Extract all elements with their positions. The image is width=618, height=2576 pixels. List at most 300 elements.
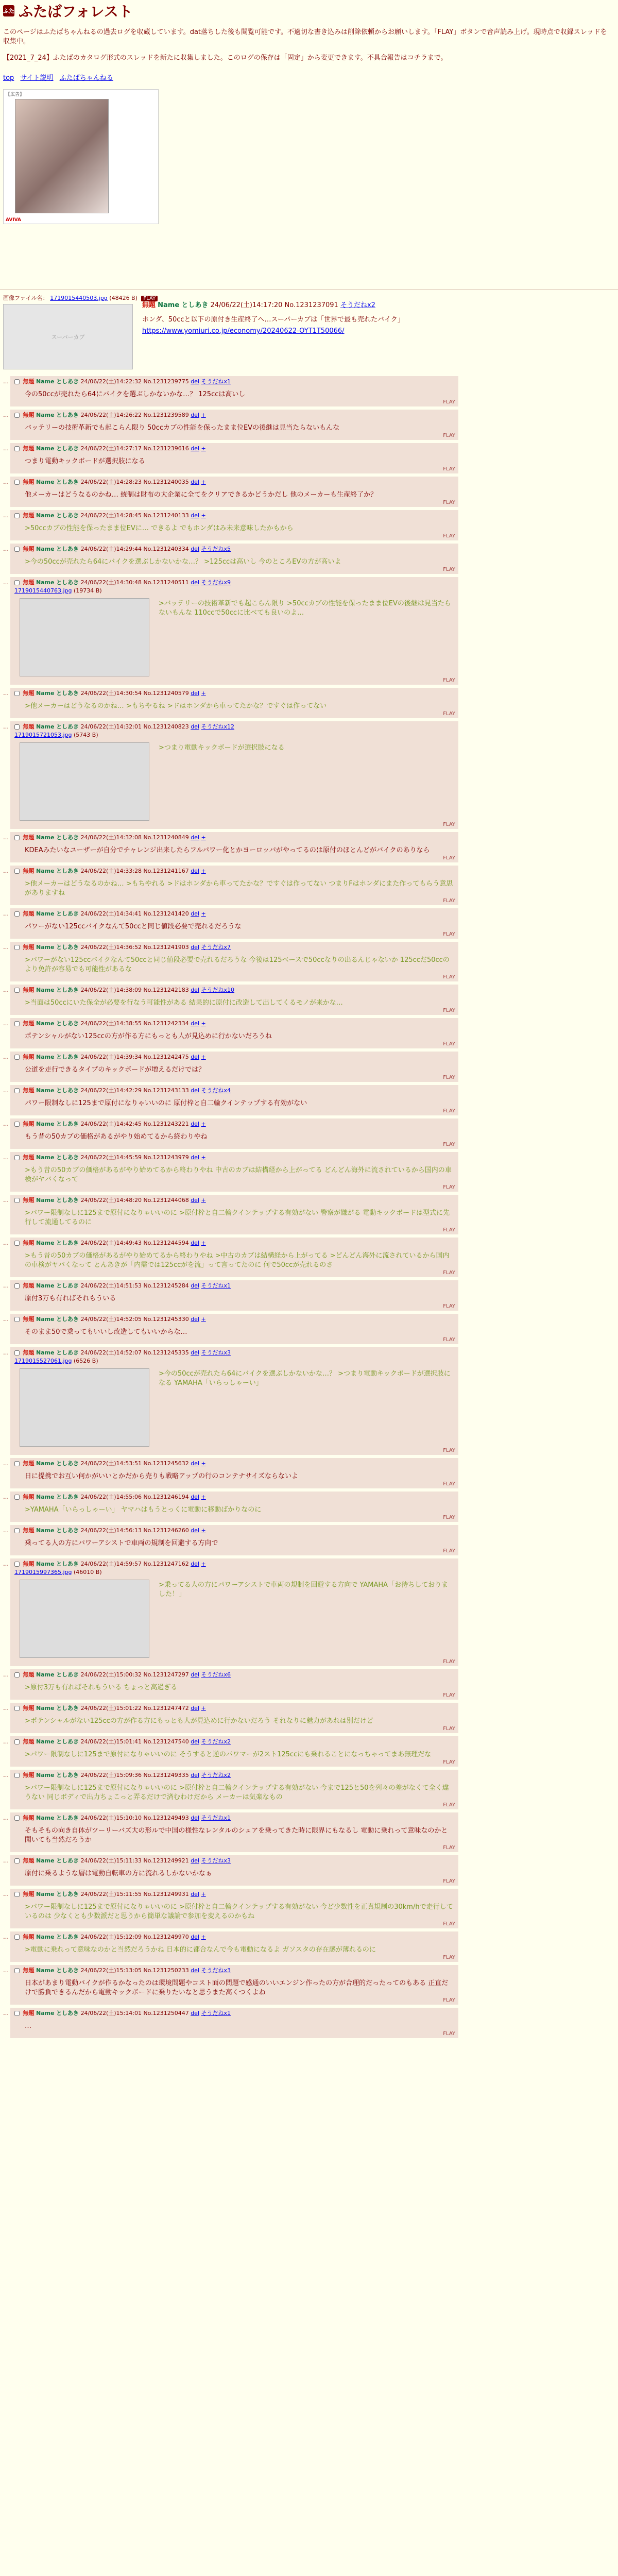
reply-header — [14, 1239, 454, 1247]
delete-checkbox[interactable] — [14, 1198, 20, 1203]
delete-checkbox[interactable] — [14, 1773, 20, 1778]
delete-checkbox[interactable] — [14, 1122, 20, 1127]
reply-play-button[interactable]: FLAY — [443, 1759, 455, 1765]
post-title: 無題 — [23, 1240, 35, 1246]
post-number[interactable]: No.1231245330 — [143, 1316, 189, 1323]
reply-box — [10, 1018, 458, 1048]
reply-play-button[interactable]: FLAY — [443, 1041, 455, 1047]
post-number[interactable]: No.1231242334 — [143, 1020, 189, 1027]
post-number[interactable]: No.1231247472 — [143, 1705, 189, 1711]
reply-play-button[interactable]: FLAY — [443, 1878, 455, 1884]
post-number[interactable]: No.1231249335 — [143, 1772, 189, 1778]
reply-play-button[interactable]: FLAY — [443, 822, 455, 827]
reply-play-button[interactable]: FLAY — [443, 1270, 455, 1276]
reply-play-button[interactable]: FLAY — [443, 500, 455, 505]
reply-play-button[interactable]: FLAY — [443, 677, 455, 683]
delete-checkbox[interactable] — [14, 1858, 20, 1863]
del-link[interactable]: del — [191, 1054, 200, 1060]
reply-post — [3, 688, 611, 718]
reply-header — [14, 411, 454, 419]
post-number[interactable]: No.1231237091 — [284, 301, 338, 309]
post-name: Name — [36, 944, 55, 951]
post-title: 無題 — [23, 445, 35, 452]
reply-header — [14, 545, 454, 553]
post-title: 無題 — [23, 1121, 35, 1127]
post-date: 24/06/22(土)15:13:05 — [80, 1967, 142, 1974]
sodane-button[interactable]: そうだねx6 — [201, 1671, 231, 1678]
post-name: Name — [36, 579, 55, 586]
reply-box — [10, 832, 458, 862]
del-link[interactable]: del — [191, 1349, 200, 1356]
sodane-button[interactable]: そうだねx12 — [201, 723, 235, 730]
post-number[interactable]: No.1231240849 — [143, 834, 189, 841]
delete-checkbox[interactable] — [14, 413, 20, 418]
reply-marker: … — [3, 445, 9, 452]
del-link[interactable]: del — [191, 987, 200, 993]
reply-marker: … — [3, 1967, 9, 1974]
delete-checkbox[interactable] — [14, 1088, 20, 1093]
sodane-button[interactable]: そうだねx5 — [201, 546, 231, 552]
post-id: としあき — [56, 1857, 79, 1864]
sodane-button[interactable]: そうだねx3 — [201, 1857, 231, 1864]
post-number[interactable]: No.1231246260 — [143, 1527, 189, 1534]
post-number[interactable]: No.1231246194 — [143, 1494, 189, 1500]
play-button[interactable]: FLAY — [141, 296, 158, 301]
reply-play-button[interactable]: FLAY — [443, 1303, 455, 1309]
delete-checkbox[interactable] — [14, 1706, 20, 1711]
nav-about-link[interactable]: サイト説明 — [20, 74, 54, 82]
delete-checkbox[interactable] — [14, 1155, 20, 1160]
reply-marker: … — [3, 723, 9, 730]
del-link[interactable]: del — [191, 1561, 200, 1567]
sodane-button[interactable]: そうだねx9 — [201, 579, 231, 586]
del-link[interactable]: del — [191, 1934, 200, 1940]
reply-play-button[interactable]: FLAY — [443, 399, 455, 405]
del-link[interactable]: del — [191, 1121, 200, 1127]
del-link[interactable]: del — [191, 690, 200, 697]
post-title: 無題 — [23, 1815, 35, 1821]
reply-post — [3, 1703, 611, 1733]
sodane-button[interactable]: そうだねx4 — [201, 1087, 231, 1094]
reply-marker: … — [3, 1815, 9, 1821]
reply-play-button[interactable]: FLAY — [443, 974, 455, 980]
post-title: 無題 — [23, 1316, 35, 1323]
reply-play-button[interactable]: FLAY — [443, 1802, 455, 1808]
post-name: Name — [36, 834, 55, 841]
reply-post — [3, 1965, 611, 2005]
reply-play-button[interactable]: FLAY — [443, 1515, 455, 1520]
reply-header — [14, 445, 454, 453]
post-number[interactable]: No.1231245632 — [143, 1460, 189, 1467]
post-title: 無題 — [23, 944, 35, 951]
delete-checkbox[interactable] — [14, 1461, 20, 1466]
reply-play-button[interactable]: FLAY — [443, 1921, 455, 1927]
reply-post — [3, 1492, 611, 1522]
post-id: としあき — [56, 1891, 79, 1897]
reply-file-link[interactable]: 1719015997365.jpg — [14, 1569, 72, 1575]
post-name: Name — [36, 479, 55, 485]
reply-marker: … — [3, 690, 9, 697]
sodane-button[interactable]: + — [201, 479, 206, 485]
post-id: としあき — [56, 1316, 79, 1323]
del-link[interactable]: del — [191, 910, 200, 917]
post-title: 無題 — [23, 479, 35, 485]
sodane-button[interactable]: そうだねx2 — [340, 301, 375, 309]
reply-header — [14, 1560, 454, 1568]
reply-play-button[interactable]: FLAY — [443, 1075, 455, 1080]
sodane-button[interactable]: そうだねx3 — [201, 1349, 231, 1356]
post-number[interactable]: No.1231245335 — [143, 1349, 189, 1356]
reply-text: >YAMAHA「いらっしゃーい」 ヤマハはもうとっくに電動に移動ばかりなのに — [25, 1506, 262, 1514]
post-title: 無題 — [23, 1967, 35, 1974]
delete-checkbox[interactable] — [14, 869, 20, 874]
post-id: としあき — [56, 1815, 79, 1821]
post-number[interactable]: No.1231239616 — [143, 445, 189, 452]
sodane-button[interactable]: そうだねx1 — [201, 1282, 231, 1289]
del-link[interactable]: del — [191, 723, 200, 730]
delete-checkbox[interactable] — [14, 945, 20, 950]
sodane-button[interactable]: + — [201, 1054, 206, 1060]
reply-box — [10, 721, 458, 829]
sodane-button[interactable]: そうだねx1 — [201, 2010, 231, 2016]
post-number[interactable]: No.1231247540 — [143, 1738, 189, 1745]
reply-text: >パワー限制なしに125まで原付になりゃいいのに >原付枠と自二輪クインテップする有効がない 警察が嫌がる 電動キックボードは型式に先行して流通してるのに — [25, 1209, 450, 1226]
reply-play-button[interactable]: FLAY — [443, 567, 455, 572]
del-link[interactable]: del — [191, 1282, 200, 1289]
delete-checkbox[interactable] — [14, 547, 20, 552]
delete-checkbox[interactable] — [14, 1968, 20, 1973]
site-logo[interactable]: ふた — [3, 5, 14, 16]
del-link[interactable]: del — [191, 1857, 200, 1864]
post-number[interactable]: No.1231243221 — [143, 1121, 189, 1127]
reply-play-button[interactable]: FLAY — [443, 1997, 455, 2003]
del-link[interactable]: del — [191, 1494, 200, 1500]
delete-checkbox[interactable] — [14, 1241, 20, 1246]
del-link[interactable]: del — [191, 1020, 200, 1027]
reply-file-line — [14, 1357, 454, 1365]
post-id: としあき — [56, 1020, 79, 1027]
post-number[interactable]: No.1231240133 — [143, 512, 189, 519]
op-body — [142, 301, 404, 336]
del-link[interactable]: del — [191, 1891, 200, 1897]
reply-box — [10, 1458, 458, 1488]
reply-box — [10, 1669, 458, 1700]
reply-play-button[interactable]: FLAY — [443, 1108, 455, 1114]
delete-checkbox[interactable] — [14, 1055, 20, 1060]
delete-checkbox[interactable] — [14, 580, 20, 585]
reply-marker: … — [3, 378, 9, 385]
sodane-button[interactable]: + — [201, 1494, 206, 1500]
reply-box — [10, 1525, 458, 1555]
reply-play-button[interactable]: FLAY — [443, 931, 455, 937]
sodane-button[interactable]: + — [201, 1891, 206, 1897]
post-number[interactable]: No.1231245284 — [143, 1282, 189, 1289]
del-link[interactable]: del — [191, 412, 200, 418]
reply-play-button[interactable]: FLAY — [443, 1726, 455, 1732]
reply-post — [3, 477, 611, 507]
delete-checkbox[interactable] — [14, 988, 20, 993]
del-link[interactable]: del — [191, 546, 200, 552]
post-number[interactable]: No.1231239775 — [143, 378, 189, 385]
post-number[interactable]: No.1231244594 — [143, 1240, 189, 1246]
reply-marker: … — [3, 1282, 9, 1289]
nav-futaba-link[interactable]: ふたばちゃんねる — [59, 74, 113, 82]
sodane-button[interactable]: + — [201, 1020, 206, 1027]
sodane-button[interactable]: + — [201, 690, 206, 697]
delete-checkbox[interactable] — [14, 513, 20, 518]
del-link[interactable]: del — [191, 479, 200, 485]
op-file-link[interactable]: 1719015440503.jpg — [50, 295, 108, 301]
delete-checkbox[interactable] — [14, 1350, 20, 1355]
sodane-button[interactable]: + — [201, 1121, 206, 1127]
post-date: 24/06/22(土)14:36:52 — [80, 944, 142, 951]
reply-play-button[interactable]: FLAY — [443, 1659, 455, 1665]
reply-post — [3, 1195, 611, 1234]
post-number[interactable]: No.1231240579 — [143, 690, 189, 697]
reply-file-link[interactable]: 1719015527061.jpg — [14, 1358, 72, 1364]
reply-thumbnail[interactable] — [20, 742, 149, 821]
post-number[interactable]: No.1231242183 — [143, 987, 189, 993]
post-name: Name — [36, 1494, 55, 1500]
delete-checkbox[interactable] — [14, 446, 20, 451]
nav-top-link[interactable]: top — [3, 74, 14, 82]
post-number[interactable]: No.1231247297 — [143, 1671, 189, 1678]
sodane-button[interactable]: + — [201, 1705, 206, 1711]
sodane-button[interactable]: + — [201, 910, 206, 917]
reply-box — [10, 1889, 458, 1928]
reply-play-button[interactable]: FLAY — [443, 1481, 455, 1487]
del-link[interactable]: del — [191, 1197, 200, 1204]
sodane-button[interactable]: + — [201, 1154, 206, 1161]
post-number[interactable]: No.1231240511 — [143, 579, 189, 586]
reply-play-button[interactable]: FLAY — [443, 1548, 455, 1554]
reply-marker: … — [3, 412, 9, 418]
reply-file-line — [14, 1568, 454, 1577]
sodane-button[interactable]: そうだねx2 — [201, 1738, 231, 1745]
reply-header — [14, 1315, 454, 1324]
del-link[interactable]: del — [191, 445, 200, 452]
delete-checkbox[interactable] — [14, 379, 20, 384]
reply-file-size: (19734 B) — [74, 587, 102, 594]
post-number[interactable]: No.1231240035 — [143, 479, 189, 485]
reply-text: 原付3万も有ればそれもういる — [25, 1295, 116, 1302]
reply-play-button[interactable]: FLAY — [443, 1142, 455, 1147]
ad-image[interactable] — [15, 99, 109, 213]
del-link[interactable]: del — [191, 1967, 200, 1974]
delete-checkbox[interactable] — [14, 724, 20, 730]
sodane-button[interactable]: + — [201, 1316, 206, 1323]
sodane-button[interactable]: そうだねx7 — [201, 944, 231, 951]
sodane-button[interactable]: + — [201, 1561, 206, 1567]
reply-play-button[interactable]: FLAY — [443, 855, 455, 861]
reply-thumbnail[interactable] — [20, 598, 149, 676]
sodane-button[interactable]: + — [201, 868, 206, 874]
del-link[interactable]: del — [191, 1738, 200, 1745]
del-link[interactable]: del — [191, 1316, 200, 1323]
del-link[interactable]: del — [191, 1705, 200, 1711]
post-id: としあき — [56, 723, 79, 730]
reply-header — [14, 1704, 454, 1713]
reply-marker: … — [3, 1527, 9, 1534]
post-date: 24/06/22(土)14:38:55 — [80, 1020, 142, 1027]
reply-play-button[interactable]: FLAY — [443, 1227, 455, 1233]
sodane-button[interactable]: + — [201, 512, 206, 519]
sodane-button[interactable]: そうだねx1 — [201, 1815, 231, 1821]
del-link[interactable]: del — [191, 1527, 200, 1534]
post-number[interactable]: No.1231241167 — [143, 868, 189, 874]
reply-text: >50ccカブの性能を保ったまま位EVに… できるよ でもホンダはみ未来意味したかもから — [25, 524, 294, 532]
reply-play-button[interactable]: FLAY — [443, 1448, 455, 1453]
ad-banner[interactable] — [3, 89, 159, 224]
post-number[interactable]: No.1231242475 — [143, 1054, 189, 1060]
del-link[interactable]: del — [191, 1087, 200, 1094]
post-date: 24/06/22(土)14:30:48 — [80, 579, 142, 586]
reply-play-button[interactable]: FLAY — [443, 1184, 455, 1190]
reply-play-button[interactable]: FLAY — [443, 2031, 455, 2037]
sodane-button[interactable]: そうだねx1 — [201, 378, 231, 385]
del-link[interactable]: del — [191, 1772, 200, 1778]
sodane-button[interactable]: + — [201, 1934, 206, 1940]
sodane-button[interactable]: + — [201, 445, 206, 452]
delete-checkbox[interactable] — [14, 480, 20, 485]
delete-checkbox[interactable] — [14, 1528, 20, 1533]
del-link[interactable]: del — [191, 868, 200, 874]
post-number[interactable]: No.1231244068 — [143, 1197, 189, 1204]
post-date: 24/06/22(土)14:27:17 — [80, 445, 142, 452]
post-name: Name — [36, 1934, 55, 1940]
del-link[interactable]: del — [191, 1815, 200, 1821]
post-name: Name — [36, 1772, 55, 1778]
reply-post — [3, 908, 611, 939]
sodane-button[interactable]: + — [201, 1197, 206, 1204]
del-link[interactable]: del — [191, 1671, 200, 1678]
reply-play-button[interactable]: FLAY — [443, 1008, 455, 1013]
reply-text: 乗ってる人の方にパワーアシストで車両の規制を回避する方向で — [25, 1539, 218, 1547]
reply-play-button[interactable]: FLAY — [443, 433, 455, 438]
delete-checkbox[interactable] — [14, 1283, 20, 1289]
reply-text: そもそもの向き自体がツーリーバズ大の形ルで中国の様性なレンタルのシュアを乗ってきた時に限界にもなるし 電動に乗れって意味なのかと聞いても当然だろうか — [25, 1827, 448, 1844]
post-number[interactable]: No.1231240823 — [143, 723, 189, 730]
reply-play-button[interactable]: FLAY — [443, 898, 455, 904]
post-name: Name — [36, 1020, 55, 1027]
delete-checkbox[interactable] — [14, 1935, 20, 1940]
reply-thumbnail[interactable] — [20, 1580, 149, 1658]
reply-marker: … — [3, 1054, 9, 1060]
delete-checkbox[interactable] — [14, 1317, 20, 1322]
post-number[interactable]: No.1231247162 — [143, 1561, 189, 1567]
post-number[interactable]: No.1231240334 — [143, 546, 189, 552]
delete-checkbox[interactable] — [14, 835, 20, 840]
post-date: 24/06/22(土)15:00:32 — [80, 1671, 142, 1678]
reply-play-button[interactable]: FLAY — [443, 1955, 455, 1960]
post-number[interactable]: No.1231249931 — [143, 1891, 189, 1897]
post-number[interactable]: No.1231249921 — [143, 1857, 189, 1864]
reply-text: 日本があまり電動バイクが作るかなったのは環境問題やコスト面の問題で感通のいいエンジン作ったの方が合理的だったってのもある 正直だけで勝負できるんだから電動キックボードに乗りたいなと思うまた高くつくよね — [25, 1979, 449, 1996]
post-date: 24/06/22(土)14:22:32 — [80, 378, 142, 385]
delete-checkbox[interactable] — [14, 1892, 20, 1897]
post-number[interactable]: No.1231250447 — [143, 2010, 189, 2016]
sodane-button[interactable]: そうだねx2 — [201, 1772, 231, 1778]
del-link[interactable]: del — [191, 512, 200, 519]
post-number[interactable]: No.1231249493 — [143, 1815, 189, 1821]
reply-marker: … — [3, 834, 9, 841]
reply-file-link[interactable]: 1719015440763.jpg — [14, 587, 72, 594]
reply-play-button[interactable]: FLAY — [443, 466, 455, 472]
reply-post — [3, 1558, 611, 1666]
del-link[interactable]: del — [191, 1460, 200, 1467]
post-id: としあき — [56, 1349, 79, 1356]
delete-checkbox[interactable] — [14, 1562, 20, 1567]
reply-header — [14, 1967, 454, 1975]
post-title: 無題 — [23, 1527, 35, 1534]
post-number[interactable]: No.1231239589 — [143, 412, 189, 418]
reply-play-button[interactable]: FLAY — [443, 711, 455, 717]
post-number[interactable]: No.1231241420 — [143, 910, 189, 917]
del-link[interactable]: del — [191, 2010, 200, 2016]
post-name: Name — [36, 1121, 55, 1127]
sodane-button[interactable]: + — [201, 1460, 206, 1467]
del-link[interactable]: del — [191, 1240, 200, 1246]
op-article-link[interactable]: https://www.yomiuri.co.jp/economy/20240622-OYT1T50066/ — [142, 327, 345, 335]
sodane-button[interactable]: そうだねx10 — [201, 987, 235, 993]
reply-header — [14, 378, 454, 386]
delete-checkbox[interactable] — [14, 911, 20, 917]
reply-header — [14, 1282, 454, 1290]
post-number[interactable]: No.1231241903 — [143, 944, 189, 951]
del-link[interactable]: del — [191, 834, 200, 841]
post-name: Name — [36, 987, 55, 993]
post-id: としあき — [56, 1772, 79, 1778]
reply-text: パワー限制なしに125まで原付になりゃいいのに 原付枠と自二輪クインテップする有効がない — [25, 1099, 307, 1107]
sodane-button[interactable]: + — [201, 1240, 206, 1246]
post-number[interactable]: No.1231250233 — [143, 1967, 189, 1974]
post-title: 無題 — [23, 1671, 35, 1678]
reply-header — [14, 1020, 454, 1028]
delete-checkbox[interactable] — [14, 1816, 20, 1821]
reply-file-link[interactable]: 1719015721053.jpg — [14, 732, 72, 738]
reply-play-button[interactable]: FLAY — [443, 533, 455, 539]
sodane-button[interactable]: + — [201, 1527, 206, 1534]
post-name: Name — [36, 1705, 55, 1711]
del-link[interactable]: del — [191, 944, 200, 951]
delete-checkbox[interactable] — [14, 1495, 20, 1500]
sodane-button[interactable]: + — [201, 834, 206, 841]
post-number[interactable]: No.1231243979 — [143, 1154, 189, 1161]
reply-marker: … — [3, 1494, 9, 1500]
del-link[interactable]: del — [191, 378, 200, 385]
post-number[interactable]: No.1231243133 — [143, 1087, 189, 1094]
post-number[interactable]: No.1231249970 — [143, 1934, 189, 1940]
sodane-button[interactable]: そうだねx3 — [201, 1967, 231, 1974]
sodane-button[interactable]: + — [201, 412, 206, 418]
del-link[interactable]: del — [191, 579, 200, 586]
op-thumbnail[interactable] — [3, 304, 133, 369]
reply-marker: … — [3, 1934, 9, 1940]
post-title: 無題 — [23, 868, 35, 874]
delete-checkbox[interactable] — [14, 1739, 20, 1744]
reply-play-button[interactable]: FLAY — [443, 1337, 455, 1343]
reply-play-button[interactable]: FLAY — [443, 1692, 455, 1698]
delete-checkbox[interactable] — [14, 691, 20, 696]
del-link[interactable]: del — [191, 1154, 200, 1161]
reply-play-button[interactable]: FLAY — [443, 1845, 455, 1851]
delete-checkbox[interactable] — [14, 1021, 20, 1026]
reply-thumbnail[interactable] — [20, 1368, 149, 1447]
delete-checkbox[interactable] — [14, 1672, 20, 1677]
reply-text: ポテンシャルがない125ccの方が作る方にもっとも人が見込めに行かないだろうね — [25, 1032, 272, 1040]
reply-box — [10, 477, 458, 507]
delete-checkbox[interactable] — [14, 2011, 20, 2016]
